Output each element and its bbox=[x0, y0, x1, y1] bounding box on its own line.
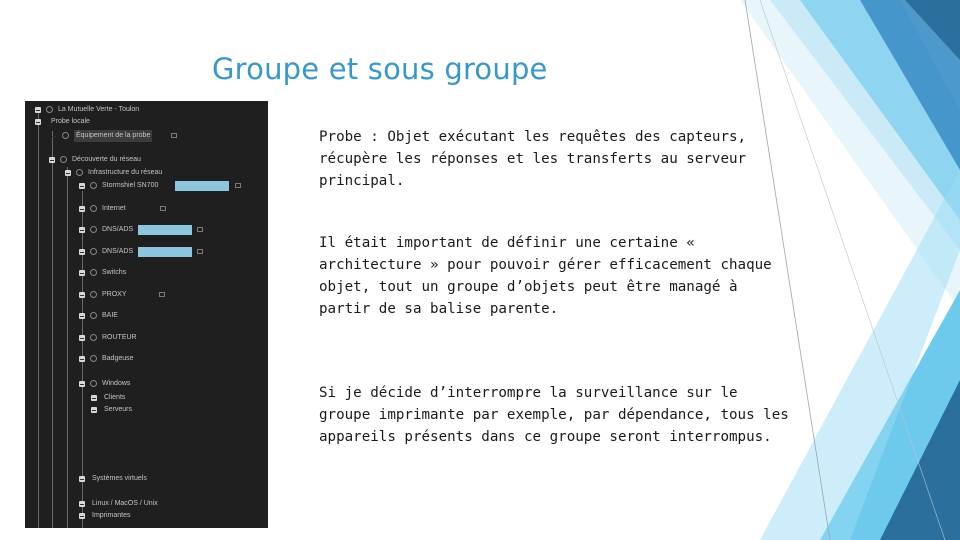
server-icon bbox=[90, 248, 97, 255]
paragraph-probe-definition: Probe : Objet exécutant les requêtes des capteurs, récupère les réponses et les transferts au serveur principal. bbox=[319, 129, 747, 189]
slide-title: Groupe et sous groupe bbox=[212, 52, 548, 86]
device-icon bbox=[62, 132, 69, 139]
badge-reader-icon bbox=[90, 355, 97, 362]
flag-icon bbox=[197, 227, 203, 232]
flag-icon bbox=[171, 133, 177, 138]
switch-icon bbox=[90, 269, 97, 276]
server-icon bbox=[90, 226, 97, 233]
paragraph-architecture: Il était important de définir une certaine « architecture » pour pouvoir gérer efficacement chaque objet, tout un groupe d’objets peut être managé à partir de sa balise parente. bbox=[319, 235, 772, 317]
flag-icon bbox=[160, 206, 166, 211]
router-icon bbox=[90, 334, 97, 341]
globe-icon bbox=[90, 205, 97, 212]
flag-icon bbox=[197, 249, 203, 254]
redacted-address bbox=[175, 181, 229, 191]
redacted-address bbox=[138, 225, 192, 235]
flag-icon bbox=[235, 183, 241, 188]
device-tree-screenshot: La Mutuelle Verte - Toulon Probe locale Équipement de la probe Découverte du réseau Infrastructure du réseau Stormshiel SN700 Internet DNS/ADS DNS/ADS Switchs PROXY BAIE ROUTEUR Badgeuse Windows Clients Serveurs Systèmes virtuels Linux / MacOS / Unix Imprimantes bbox=[25, 101, 268, 528]
rack-icon bbox=[90, 312, 97, 319]
group-icon bbox=[60, 156, 67, 163]
windows-icon bbox=[90, 380, 97, 387]
firewall-icon bbox=[90, 182, 97, 189]
flag-icon bbox=[159, 292, 165, 297]
proxy-icon bbox=[90, 291, 97, 298]
paragraph-printer-group-example: Si je décide d’interrompre la surveillance sur le groupe imprimante par exemple, par dépendance, tous les appareils présents dans ce groupe seront interrompus. bbox=[319, 385, 789, 445]
redacted-address bbox=[138, 247, 192, 257]
group-icon bbox=[46, 106, 53, 113]
group-icon bbox=[76, 169, 83, 176]
